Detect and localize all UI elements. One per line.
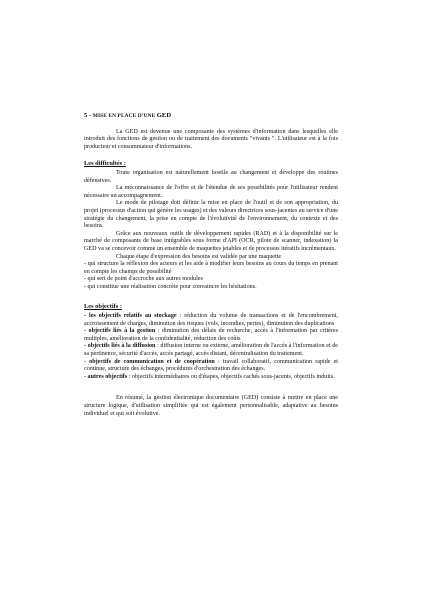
objectif-diffusion <box>84 343 338 358</box>
difficultes-p3: Le mode de pilotage doit définir la mise en place de l'outil et de son appropriation, du projet (processus d'action qui génère les usages) et des valeurs directrices sous-jacentes au service d'une stratégie du changement, la prise en compte de l'évolutivité de l'environnement, du contexte et des besoins. <box>84 200 338 230</box>
difficultes-item-3: - qui constitue une réalisation concrète pour convaincre les hésitations. <box>84 283 257 290</box>
intro-paragraph: La GED est devenue une composante des systèmes d'information dans lesquelles elle introduit des fonctions de gestion ou de traitement des documents "vivants ". L'utilisateur est à la fois producteur et consommateur d'informations. <box>84 128 338 150</box>
difficultes-p5: Chaque étape d'expression des besoins est validée par une maquette <box>116 253 282 260</box>
document-body <box>84 112 338 418</box>
objectif-gestion-text: : diminution des délais de recherche, accès à l'information par critères multiples, amélioration de la confidentialité, réduction des coûts <box>84 328 338 342</box>
objectif-gestion <box>84 328 338 343</box>
objectif-diffusion-text: : diffusion interne ou externe, amélioration de l'accès à l'information et de sa pertinence, sécurité d'accès, accès partagé, accès distant, décentralisation du traitement. <box>84 343 338 358</box>
section-title-acronym: GED <box>156 112 172 119</box>
difficultes-item-1: - qui structure la réflexion des acteurs et les aide à modifier leurs besoins au cours du temps en prenant en compte les champs de possibilité <box>84 261 338 275</box>
section-title: MISE EN PLACE D’UNE <box>92 113 157 119</box>
objectifs-heading: Les objectifs : <box>84 303 122 311</box>
section-heading <box>84 112 338 121</box>
difficultes-p1: Toute organisation est naturellement hostile au changement et développe des routines défensives. <box>84 169 338 184</box>
difficultes-p2: La méconnaissance de l'offre et de l'étendue de ses possibilités pour l'utilisateur rendent nécessaire un accompagnement. <box>84 185 338 199</box>
objectif-stockage-label: - les objectifs relatifs au stockage <box>84 313 177 320</box>
objectif-stockage-text: : réduction du volume de transactions et de l'encombrement, accroissement de charges, diminution des risques (vols, incendies, pertes), diminution des duplications <box>84 313 338 327</box>
objectif-diffusion-label: - objectifs liés à la diffusion <box>84 343 156 350</box>
objectif-communication-label: - objectifs de communication et de coopération <box>84 358 215 365</box>
conclusion-paragraph: En résumé, la gestion électronique documentaire (GED) consiste à mettre en place une structure logique, d'utilisation simplifiée qui est également personnalisable, adaptative au besoins individuel et qui soit évolutive. <box>84 395 338 417</box>
objectif-communication <box>84 359 338 374</box>
objectif-communication-text: : travail collaboratif, communication rapide et continue, structure des échanges, procédures d'orchestration des échanges. <box>84 358 338 373</box>
objectif-gestion-label: - objectifs liés à la gestion <box>84 328 156 335</box>
objectif-autres-text: : objectifs intermédiaires ou d'étapes, objectifs cachés sous-jacents, objectifs induits. <box>127 373 335 380</box>
difficultes-item-2: - qui sert de point d'accroche aux autres modules <box>84 276 203 283</box>
difficultes-heading: Les difficultés : <box>84 160 126 168</box>
objectif-autres <box>84 374 338 382</box>
difficultes-p4: Grâce aux nouveaux outils de développement rapides (RAD) et à la disponibilité sur le marché de composants de base intégrables sous forme d'API (OCR, pilote de scanner, indexation) la GED va se concevoir comme un ensemble de maquettes jetables et de processus itératifs incrémentaux. <box>84 230 338 252</box>
objectif-autres-label: - autres objectifs <box>84 373 128 380</box>
section-number: 5 - <box>84 112 93 119</box>
objectif-stockage <box>84 313 338 328</box>
